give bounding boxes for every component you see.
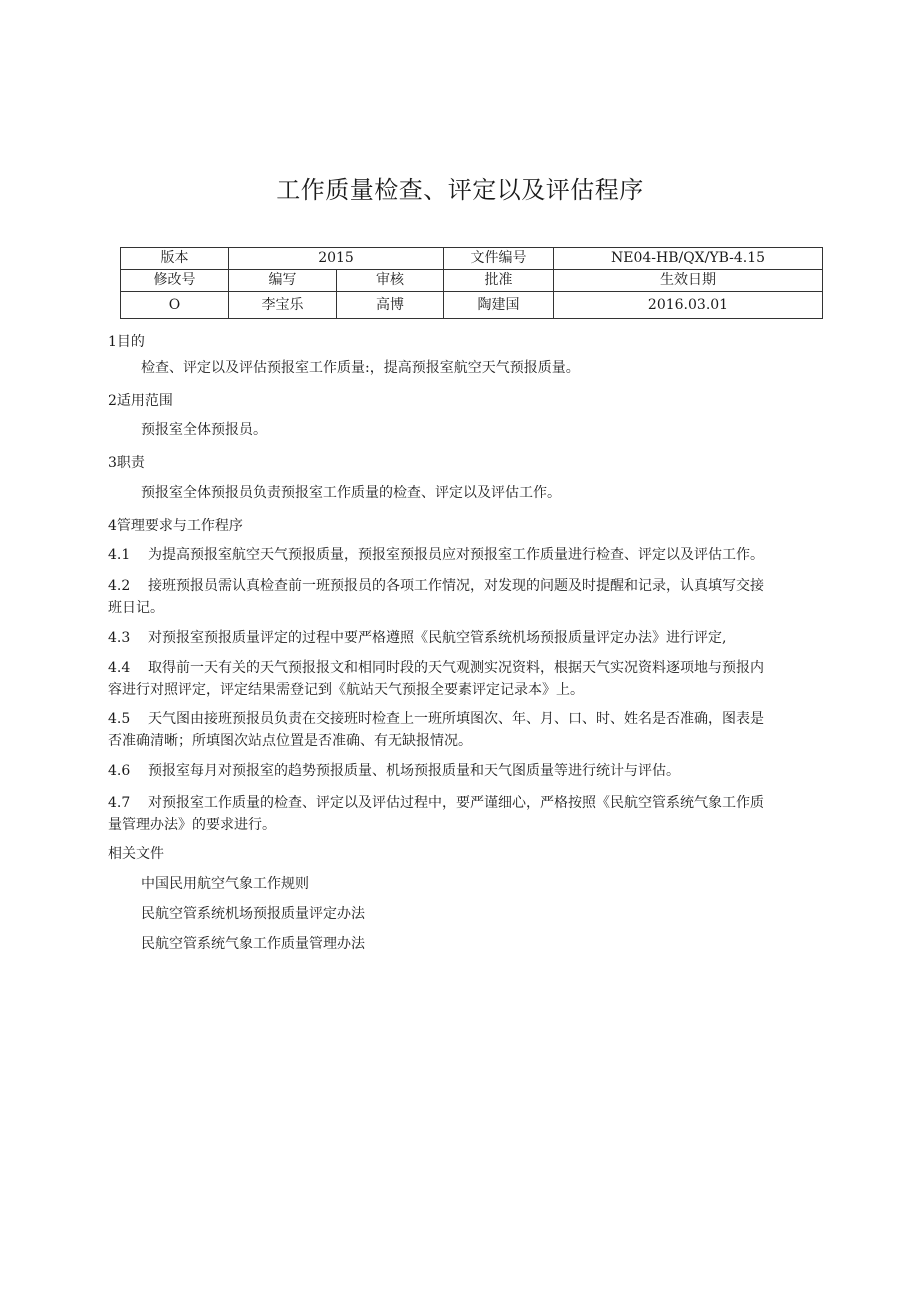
section-text-scope: 预报室全体预报员。 xyxy=(141,422,267,438)
author-header: 编写 xyxy=(229,270,337,292)
list-item xyxy=(108,792,830,836)
list-item xyxy=(108,627,830,649)
revision-value: O xyxy=(121,292,229,319)
version-value: 2015 xyxy=(229,248,444,270)
item-number: 4.2 xyxy=(108,578,131,594)
related-docs-heading: 相关文件 xyxy=(108,846,164,862)
item-text: 为提高预报室航空天气预报质量，预报室预报员应对预报室工作质量进行检查、评定以及评估工作。 xyxy=(148,547,764,563)
section-text-purpose: 检查、评定以及评估预报室工作质量:，提高预报室航空天气预报质量。 xyxy=(141,360,580,376)
effective-date-value: 2016.03.01 xyxy=(554,292,823,319)
item-number: 4.6 xyxy=(108,763,131,779)
reviewer-value: 高博 xyxy=(337,292,444,319)
item-text: 对预报室预报质量评定的过程中要严格遵照《民航空管系统机场预报质量评定办法》进行评定, xyxy=(148,630,727,646)
list-item xyxy=(108,760,830,782)
list-item xyxy=(108,657,830,701)
approver-value: 陶建国 xyxy=(444,292,554,319)
table-row xyxy=(121,270,823,292)
related-doc-item: 民航空管系统气象工作质量管理办法 xyxy=(141,936,365,952)
page-title: 工作质量检查、评定以及评估程序 xyxy=(276,176,644,204)
item-number: 4.3 xyxy=(108,630,131,646)
section-heading-scope: 2适用范围 xyxy=(108,393,173,409)
item-text: 接班预报员需认真检查前一班预报员的各项工作情况，对发现的问题及时提醒和记录，认真填写交接 xyxy=(148,578,764,594)
item-text: 天气图由接班预报员负责在交接班时检查上一班所填图次、年、月、口、时、姓名是否准确，图表是 xyxy=(148,711,764,727)
section-text-duties: 预报室全体预报员负责预报室工作质量的检查、评定以及评估工作。 xyxy=(141,485,561,501)
related-doc-item: 民航空管系统机场预报质量评定办法 xyxy=(141,906,365,922)
section-heading-purpose: 1目的 xyxy=(108,334,145,350)
item-number: 4.7 xyxy=(108,795,131,811)
item-text: 取得前一天有关的天气预报报文和相同时段的天气观测实况资料，根据天气实况资料逐项地与预报内 xyxy=(148,660,764,676)
author-value: 李宝乐 xyxy=(229,292,337,319)
section-heading-procedures: 4管理要求与工作程序 xyxy=(108,518,243,534)
effective-date-header: 生效日期 xyxy=(554,270,823,292)
doc-number-value: NE04-HB/QX/YB-4.15 xyxy=(554,248,823,270)
item-number: 4.4 xyxy=(108,660,131,676)
version-label: 版本 xyxy=(121,248,229,270)
item-text-continued: 班日记。 xyxy=(108,600,164,616)
approver-header: 批准 xyxy=(444,270,554,292)
item-text: 预报室每月对预报室的趋势预报质量、机场预报质量和天气图质量等进行统计与评估。 xyxy=(148,763,680,779)
table-row xyxy=(121,248,823,270)
list-item xyxy=(108,544,830,566)
document-info-table xyxy=(120,247,823,319)
item-text-continued: 否准确清晰；所填图次站点位置是否准确、有无缺报情况。 xyxy=(108,733,472,749)
item-number: 4.5 xyxy=(108,711,131,727)
table-row xyxy=(121,292,823,319)
item-number: 4.1 xyxy=(108,547,131,563)
item-text-continued: 容进行对照评定，评定结果需登记到《航站天气预报全要素评定记录本》上。 xyxy=(108,682,584,698)
reviewer-header: 审核 xyxy=(337,270,444,292)
item-text: 对预报室工作质量的检查、评定以及评估过程中，要严谨细心，严格按照《民航空管系统气象工作质 xyxy=(148,795,764,811)
list-item xyxy=(108,708,830,752)
revision-header: 修改号 xyxy=(121,270,229,292)
doc-number-label: 文件编号 xyxy=(444,248,554,270)
related-doc-item: 中国民用航空气象工作规则 xyxy=(141,876,309,892)
section-heading-duties: 3职责 xyxy=(108,455,145,471)
list-item xyxy=(108,575,830,619)
item-text-continued: 量管理办法》的要求进行。 xyxy=(108,817,276,833)
